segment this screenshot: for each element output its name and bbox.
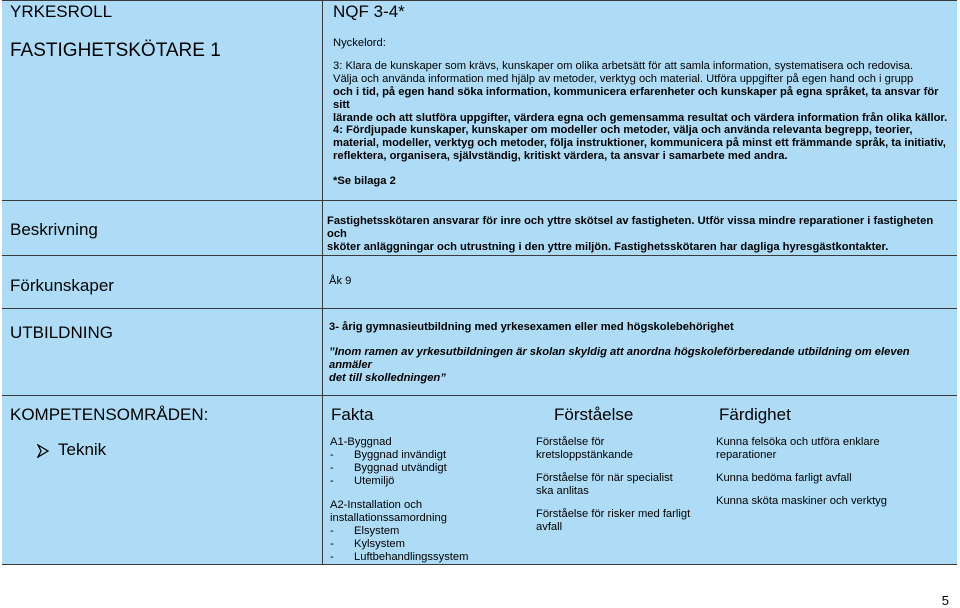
facts-group-title: installationssamordning — [330, 512, 447, 524]
level3-text — [333, 60, 953, 125]
header-left: YRKESROLL — [10, 2, 113, 21]
facts-list-2 — [330, 525, 540, 564]
level3-line: lärande och att slutföra uppgifter, värdera egna och gemensamma resultat och värdera information från olika källor. — [333, 112, 948, 124]
col-facts-header: Fakta — [331, 405, 374, 424]
skills-column — [716, 436, 951, 508]
keyword-label: Nyckelord: — [333, 37, 386, 49]
education-value: 3- årig gymnasieutbildning med yrkesexamen eller med högskolebehörighet — [329, 321, 734, 333]
facts-item: - Elsystem — [330, 525, 540, 538]
page-number: 5 — [941, 593, 949, 608]
facts-item: - Luftbehandlingssystem — [330, 551, 540, 564]
facts-column — [330, 436, 540, 564]
level4-line: reflektera, organisera, självständig, kritiskt värdera, ta ansvar i samarbete med andra. — [333, 150, 788, 162]
understanding-item: Förståelse för — [536, 436, 605, 448]
education-quote-line: det till skolledningen” — [329, 372, 446, 384]
arrow-bullet-icon — [36, 444, 50, 458]
understanding-column — [536, 436, 711, 534]
understanding-item: ska anlitas — [536, 485, 589, 497]
header-right: NQF 3-4* — [333, 2, 405, 21]
facts-group-title: A1-Byggnad — [330, 436, 392, 448]
col-understanding-header: Förståelse — [554, 405, 634, 424]
prerequisites-value: Åk 9 — [329, 275, 352, 287]
description-text — [327, 215, 955, 254]
col-skills-header: Färdighet — [719, 405, 791, 424]
facts-item: - Utemiljö — [330, 475, 540, 488]
area-label: Teknik — [58, 440, 107, 459]
description-label: Beskrivning — [10, 220, 98, 239]
facts-list-1 — [330, 449, 540, 488]
level3-line: och i tid, på egen hand söka information, kommunicera erfarenheter och kunskaper på egna språket, ta ansvar för sitt — [333, 86, 939, 111]
appendix-note: *Se bilaga 2 — [333, 175, 396, 187]
level3-line: 3: Klara de kunskaper som krävs, kunskaper om olika arbetsätt för att samla information, systematisera och redovisa. — [333, 60, 914, 72]
description-line: Fastighetsskötaren ansvarar för inre och yttre skötsel av fastigheten. Utför vissa mindre reparationer i fastigheten och — [327, 215, 934, 240]
skills-item: reparationer — [716, 449, 777, 461]
level4-line: 4: Fördjupade kunskaper, kunskaper om modeller och metoder, välja och använda relevanta begrepp, teorier, — [333, 124, 913, 136]
facts-item: - Byggnad utvändigt — [330, 462, 540, 475]
prerequisites-label: Förkunskaper — [10, 276, 114, 295]
header-row — [2, 0, 957, 24]
understanding-item: kretsloppstänkande — [536, 449, 634, 461]
level3-line: Välja och använda information med hjälp av metoder, verktyg och material. Utföra uppgifter på egen hand och i grupp — [333, 73, 914, 85]
level4-line: material, modeller, verktyg och metoder, följa instruktioner, kommunicera på minst ett främmande språk, ta initiativ, — [333, 137, 946, 149]
role-row — [2, 23, 957, 201]
education-label: UTBILDNING — [10, 323, 113, 342]
education-quote — [329, 346, 954, 385]
level4-text — [333, 124, 953, 163]
prerequisites-row — [2, 256, 957, 309]
facts-item: - Byggnad invändigt — [330, 449, 540, 462]
competence-label: KOMPETENSOMRÅDEN: — [10, 405, 209, 424]
skills-item: Kunna bedöma farligt avfall — [716, 472, 852, 484]
role-title: FASTIGHETSKÖTARE 1 — [10, 40, 221, 61]
understanding-item: Förståelse för när specialist — [536, 472, 673, 484]
skills-item: Kunna sköta maskiner och verktyg — [716, 495, 888, 507]
facts-group-title: A2-Installation och — [330, 499, 423, 511]
understanding-item: avfall — [536, 521, 563, 533]
description-line: sköter anläggningar och utrustning i den yttre miljön. Fastighetsskötaren har dagliga hyresgästkontakter. — [327, 241, 889, 253]
description-row — [2, 201, 957, 256]
area-teknik — [36, 440, 106, 460]
skills-item: Kunna felsöka och utföra enklare — [716, 436, 880, 448]
competence-row — [2, 396, 957, 565]
education-row — [2, 309, 957, 396]
understanding-item: Förståelse för risker med farligt — [536, 508, 691, 520]
facts-item: - Kylsystem — [330, 538, 540, 551]
education-quote-line: ”Inom ramen av yrkesutbildningen är skolan skyldig att anordna högskoleförberedande utbildning om eleven anmäler — [329, 346, 910, 371]
